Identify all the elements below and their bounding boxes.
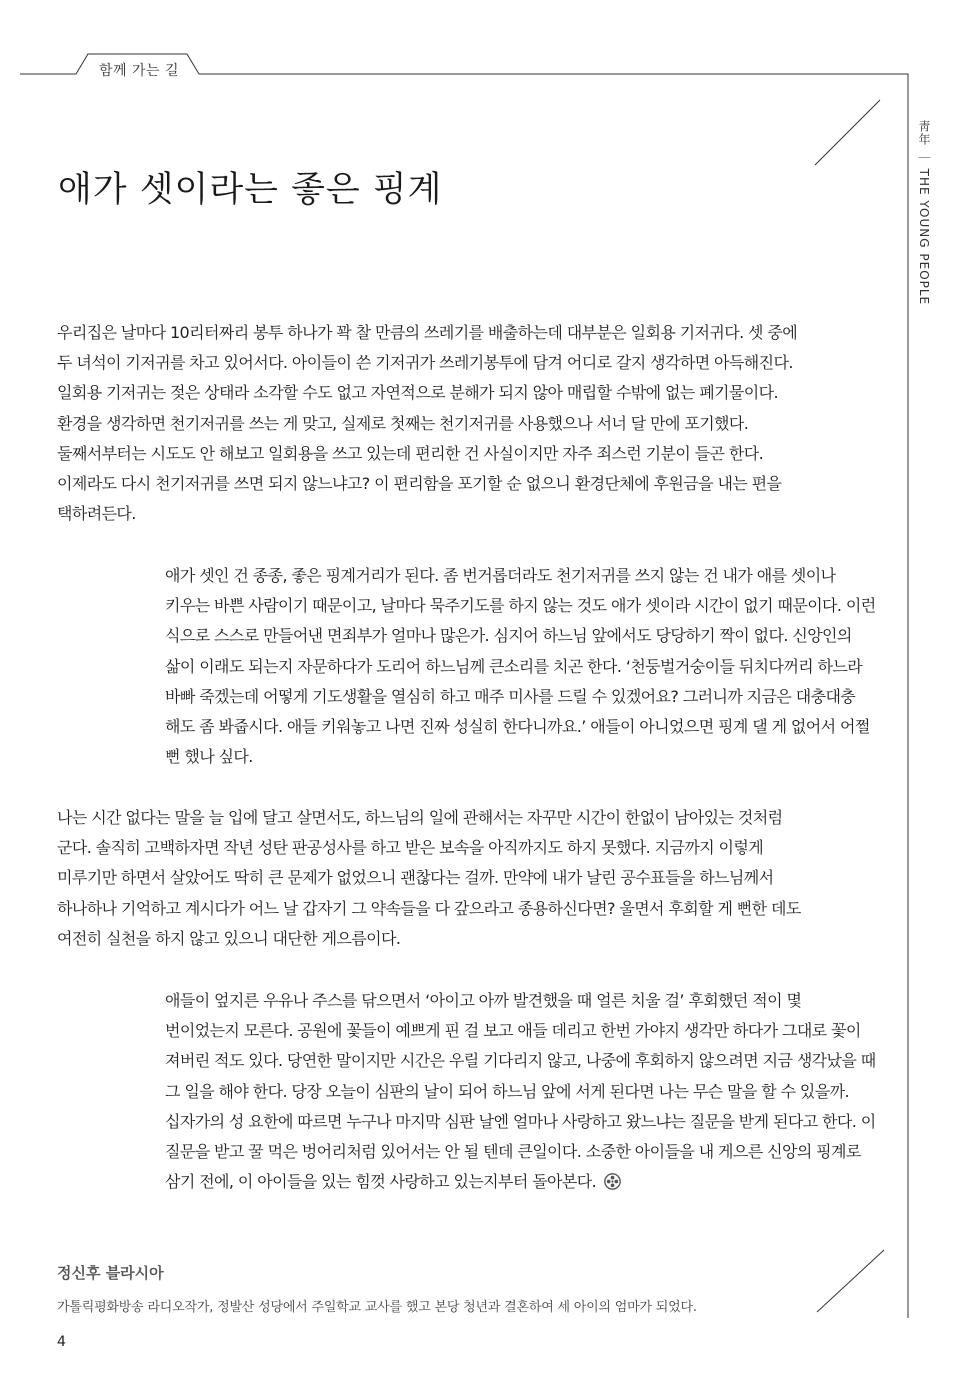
- diagonal-rule-bottom: [817, 1250, 884, 1312]
- author-name: 정신후 블라시아: [57, 1264, 164, 1282]
- article-paragraph-4-text: 애들이 엎지른 우유나 주스를 닦으면서 ‘아이고 아까 발견했을 때 얼른 치울 걸’ 후회했던 적이 몇 번이었는지 모른다. 공원에 꽃들이 예쁘게 핀 걸 보고 애들 데리고 한번 가야지 생각만 하다가 그대로 꽃이 져버린 적도 있다. 당연한 말이지만 시간은 우릴 기다리지 않고, 나중에 후회하지 않으려면 지금 생각났을 때 그 일을 해야 한다. 당장 오늘이 심판의 날이 되어 하느님 앞에 서게 된다면 나는 무슨 말을 할 수 있을까. 십자가의 성 요한에 따르면 누구나 마지막 심판 날엔 얼마나 사랑하고 왔느냐는 질문을 받게 된다고 한다. 이 질문을 받고 꿀 먹은 벙어리처럼 있어서는 안 될 텐데 큰일이다. 소중한 아이들을 내 게으른 신앙의 핑계로 삼기 전에, 이 아이들을 있는 힘껏 사랑하고 있는지부터 돌아본다.: [165, 991, 876, 1192]
- article-paragraph-1: 우리집은 날마다 10리터짜리 봉투 하나가 꽉 찰 만큼의 쓰레기를 배출하는데 대부분은 일회용 기저귀다. 셋 중에 두 녀석이 기저귀를 차고 있어서다. 아이들이 쓴 기저귀가 쓰레기봉투에 담겨 어디로 갈지 생각하면 아득해진다. 일회용 기저귀는 젖은 상태라 소각할 수도 없고 자연적으로 분해가 되지 않아 매립할 수밖에 없는 폐기물이다. 환경을 생각하면 천기저귀를 쓰는 게 맞고, 실제로 첫째는 천기저귀를 사용했으나 서너 달 만에 포기했다. 둘째서부터는 시도도 안 해보고 일회용을 쓰고 있는데 편리한 건 사실이지만 자주 죄스런 기분이 들곤 한다. 이제라도 다시 천기저귀를 쓰면 되지 않느냐고? 이 편리함을 포기할 순 없으니 환경단체에 후원금을 내는 편을 택하려든다.: [57, 323, 798, 524]
- diagonal-rule-top: [815, 100, 880, 165]
- article-paragraph-4-indented: [165, 986, 877, 1197]
- section-label: 함께 가는 길: [99, 63, 180, 79]
- article-title: 애가 셋이라는 좋은 핑계: [58, 170, 443, 210]
- article-paragraph-3: 나는 시간 없다는 말을 늘 입에 달고 살면서도, 하느님의 일에 관해서는 자꾸만 시간이 한없이 남아있는 것처럼 군다. 솔직히 고백하자면 작년 성탄 판공성사를 하고 받은 보속을 아직까지도 하지 못했다. 지금까지 이렇게 미루기만 하면서 살았어도 딱히 큰 문제가 없었으니 괜찮다는 걸까. 만약에 내가 날린 공수표들을 하느님께서 하나하나 기억하고 계시다가 어느 날 갑자기 그 약속들을 다 갚으라고 종용하신다면? 울면서 후회할 게 뻔한 데도 여전히 실천을 하지 않고 있으니 대단한 게으름이다.: [57, 808, 801, 948]
- article-paragraph-2-indented: 애가 셋인 건 종종, 좋은 핑계거리가 된다. 좀 번거롭더라도 천기저귀를 쓰지 않는 건 내가 애를 셋이나 키우는 바쁜 사람이기 때문이고, 날마다 묵주기도를 하지 않는 것도 애가 셋이라 시간이 없기 때문이다. 이런 식으로 스스로 만들어낸 면죄부가 얼마나 많은가. 심지어 하느님 앞에서도 당당하기 짝이 없다. 신앙인의 삶이 이래도 되는지 자문하다가 도리어 하느님께 큰소리를 치곤 한다. ‘천둥벌거숭이들 뒤치다꺼리 하느라 바빠 죽겠는데 어떻게 기도생활을 열심히 하고 매주 미사를 드릴 수 있겠어요? 그러니까 지금은 대충대충 해도 좀 봐줍시다. 애들 키워놓고 나면 진짜 성실히 한다니까요.’ 애들이 아니었으면 핑계 댈 게 없어서 어쩔 뻔 했나 싶다.: [165, 566, 876, 767]
- author-bio: 가톨릭평화방송 라디오작가, 정발산 성당에서 주일학교 교사를 했고 본당 청년과 결혼하여 세 아이의 엄마가 되었다.: [57, 1300, 697, 1315]
- side-running-label: 靑年 ｜ THE YOUNG PEOPLE: [917, 120, 931, 306]
- page-number: 4: [57, 1334, 66, 1350]
- rosette-end-mark-icon: [604, 1173, 621, 1190]
